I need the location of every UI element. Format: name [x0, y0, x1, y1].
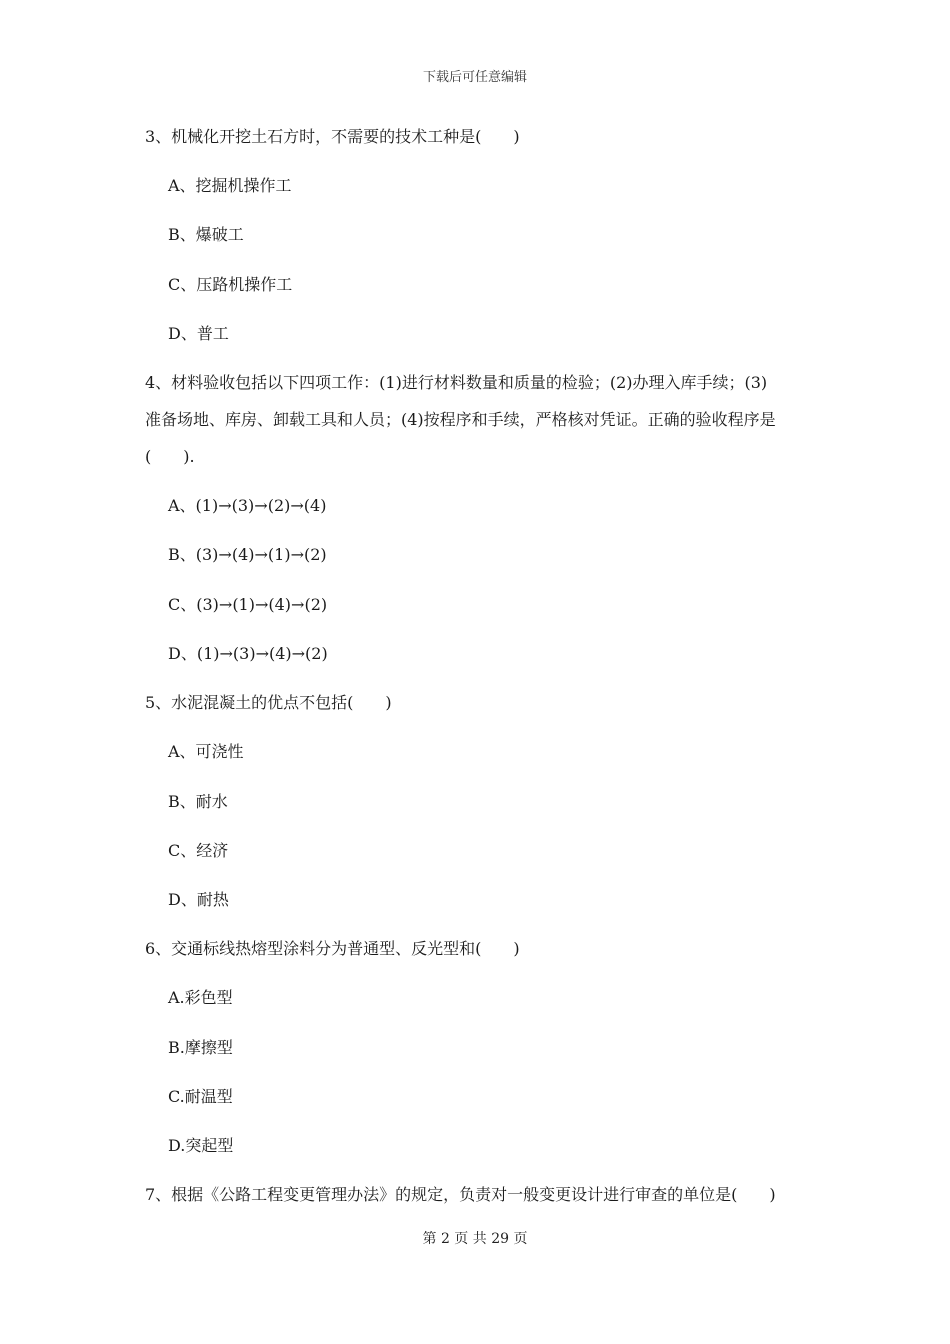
question-4-stem-line-1: 4、材料验收包括以下四项工作：(1)进行材料数量和质量的检验；(2)办理入库手续；(3)	[145, 373, 768, 392]
page-footer: 第 2 页 共 29 页	[422, 1231, 528, 1247]
question-5-option-d: D、耐热	[168, 890, 229, 909]
question-4-stem-line-2: 准备场地、库房、卸载工具和人员；(4)按程序和手续，严格核对凭证。正确的验收程序是	[145, 410, 776, 429]
question-3-option-d: D、普工	[168, 324, 229, 343]
question-4-option-d: D、(1)→(3)→(4)→(2)	[168, 644, 328, 663]
question-3-option-c: C、压路机操作工	[168, 275, 293, 294]
question-6-option-d: D.突起型	[168, 1136, 234, 1155]
question-7-stem: 7、根据《公路工程变更管理办法》的规定，负责对一般变更设计进行审查的单位是( )	[145, 1185, 776, 1204]
question-5-stem: 5、水泥混凝土的优点不包括( )	[145, 693, 392, 712]
question-4-option-a: A、(1)→(3)→(2)→(4)	[168, 496, 327, 515]
question-6-option-c: C.耐温型	[168, 1087, 233, 1106]
question-6-option-a: A.彩色型	[168, 988, 233, 1007]
question-6-stem: 6、交通标线热熔型涂料分为普通型、反光型和( )	[145, 939, 520, 958]
question-3-option-b: B、爆破工	[168, 225, 244, 244]
question-3-stem: 3、机械化开挖土石方时，不需要的技术工种是( )	[145, 127, 520, 146]
question-5-option-c: C、经济	[168, 841, 229, 860]
question-4-stem-line-3: ( ).	[145, 447, 195, 466]
question-4-option-c: C、(3)→(1)→(4)→(2)	[168, 595, 328, 614]
question-5-option-a: A、可浇性	[168, 742, 244, 761]
question-3-option-a: A、挖掘机操作工	[168, 176, 292, 195]
question-6-option-b: B.摩擦型	[168, 1038, 233, 1057]
question-5-option-b: B、耐水	[168, 792, 228, 811]
page-header: 下载后可任意编辑	[422, 70, 527, 85]
question-4-option-b: B、(3)→(4)→(1)→(2)	[168, 545, 327, 564]
